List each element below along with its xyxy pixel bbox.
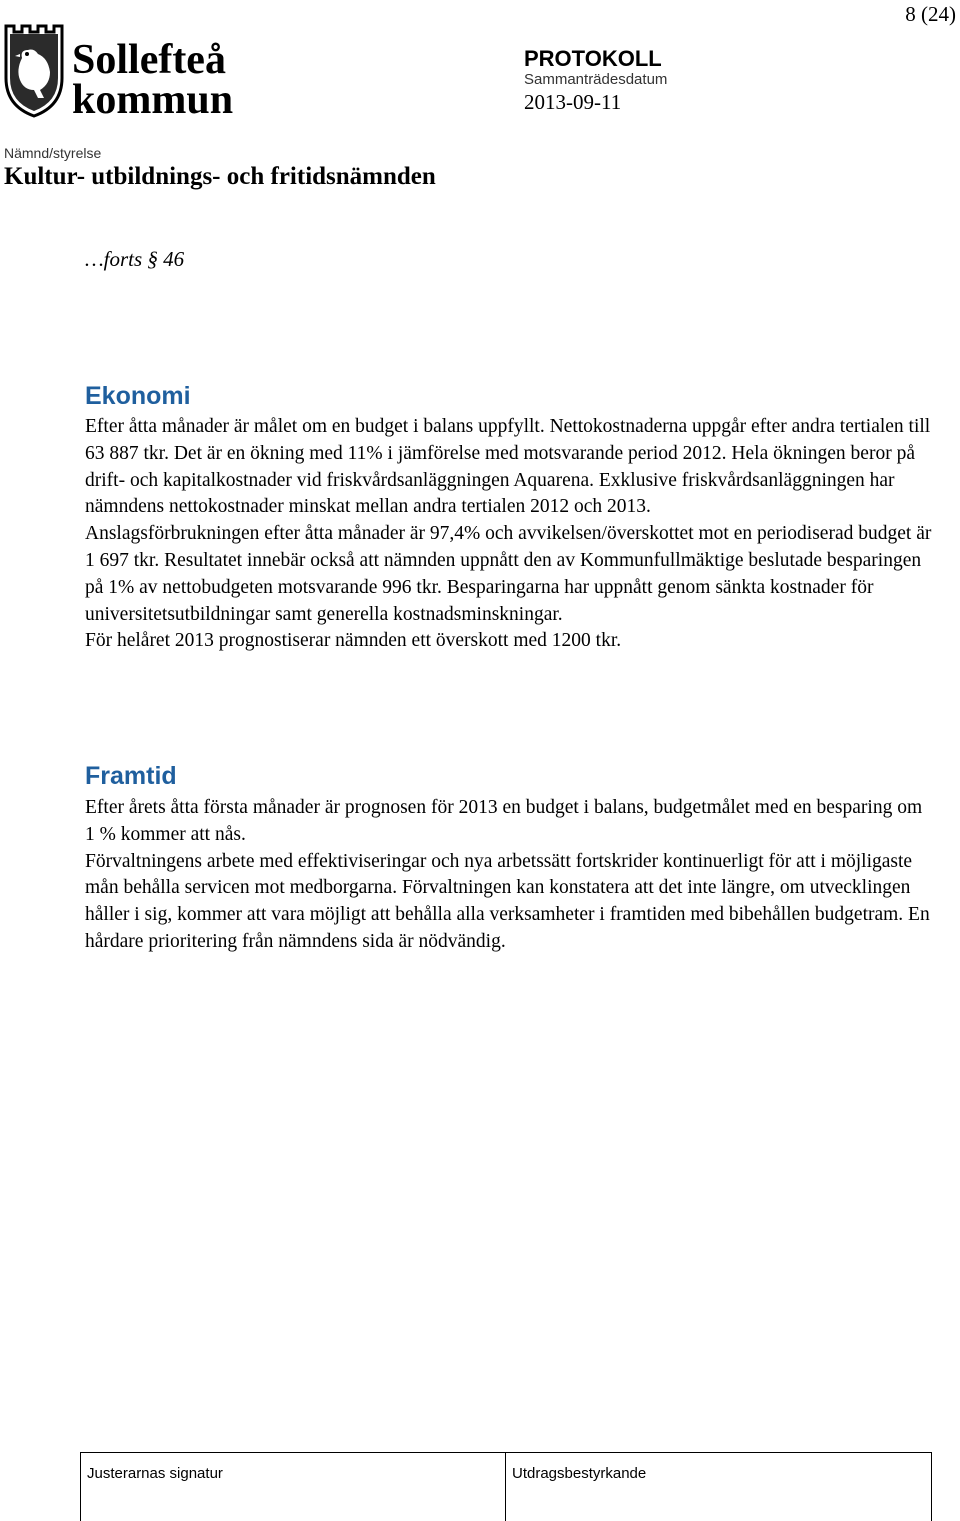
continuation-note: …forts § 46 (85, 247, 185, 271)
municipality-logo (0, 20, 270, 123)
paragraph: Efter årets åtta första månader är prognosen för 2013 en budget i balans, budgetmålet med en besparing om 1 % kommer att nås. (85, 797, 923, 845)
board-name: Kultur- utbildnings- och fritidsnämnden (4, 163, 436, 190)
section-heading-ekonomi: Ekonomi (85, 382, 191, 410)
meeting-date: 2013-09-11 (524, 90, 622, 114)
paragraph: Efter åtta månader är målet om en budget i balans uppfyllt. Nettokostnaderna uppgår efter andra tertialen till 63 887 tkr. Det är en ökning med 11% i jämförelse med motsvarande period 2012. Hela ökningen beror på drift- och kapitalkostnader vid friskvårdsanläggningen Aquarena. Exklusive friskvårdsanläggningen har nämndens nettokostnader minskat mellan andra tertialen 2012 och 2013. (85, 416, 931, 518)
logo-line-2: kommun (72, 77, 234, 123)
paragraph: För helåret 2013 prognostiserar nämnden ett överskott med 1200 tkr. (85, 630, 622, 652)
meeting-date-label: Sammanträdesdatum (524, 71, 668, 88)
board-label: Nämnd/styrelse (4, 145, 102, 161)
coat-of-arms-icon (0, 20, 66, 118)
section-body-framtid (85, 795, 935, 956)
logo-line-1: Sollefteå (72, 37, 226, 83)
signature-footer (80, 1452, 932, 1521)
protocol-header (524, 47, 667, 115)
footer-certification-field: Utdragsbestyrkande (512, 1465, 647, 1482)
footer-signature-field: Justerarnas signatur (81, 1453, 506, 1521)
protocol-title: PROTOKOLL (524, 46, 662, 71)
section-body-ekonomi (85, 414, 935, 655)
section-heading-framtid: Framtid (85, 762, 177, 790)
paragraph: Anslagsförbrukningen efter åtta månader är 97,4% och avvikelsen/överskottet mot en periodiserad budget är 1 697 tkr. Resultatet innebär också att nämnden uppnått den av Kommunfullmäktige beslutade besparingen på 1% av nettobudgeten motsvarande 996 tkr. Besparingarna har uppnått genom sänkta kostnader för universitetsutbildningar samt generella kostnadsminskningar. (85, 523, 932, 625)
paragraph: Förvaltningens arbete med effektiviseringar och nya arbetssätt fortskrider kontinuerligt för att i möjligaste mån behålla servicen mot medborgarna. Förvaltningen kan konstatera att det inte längre, om utvecklingen håller i sig, kommer att vara möjligt att behålla alla verksamheter i framtiden med bibehållen budgetram. En hårdare prioritering från nämndens sida är nödvändig. (85, 850, 930, 952)
page-number: 8 (24) (905, 2, 956, 26)
